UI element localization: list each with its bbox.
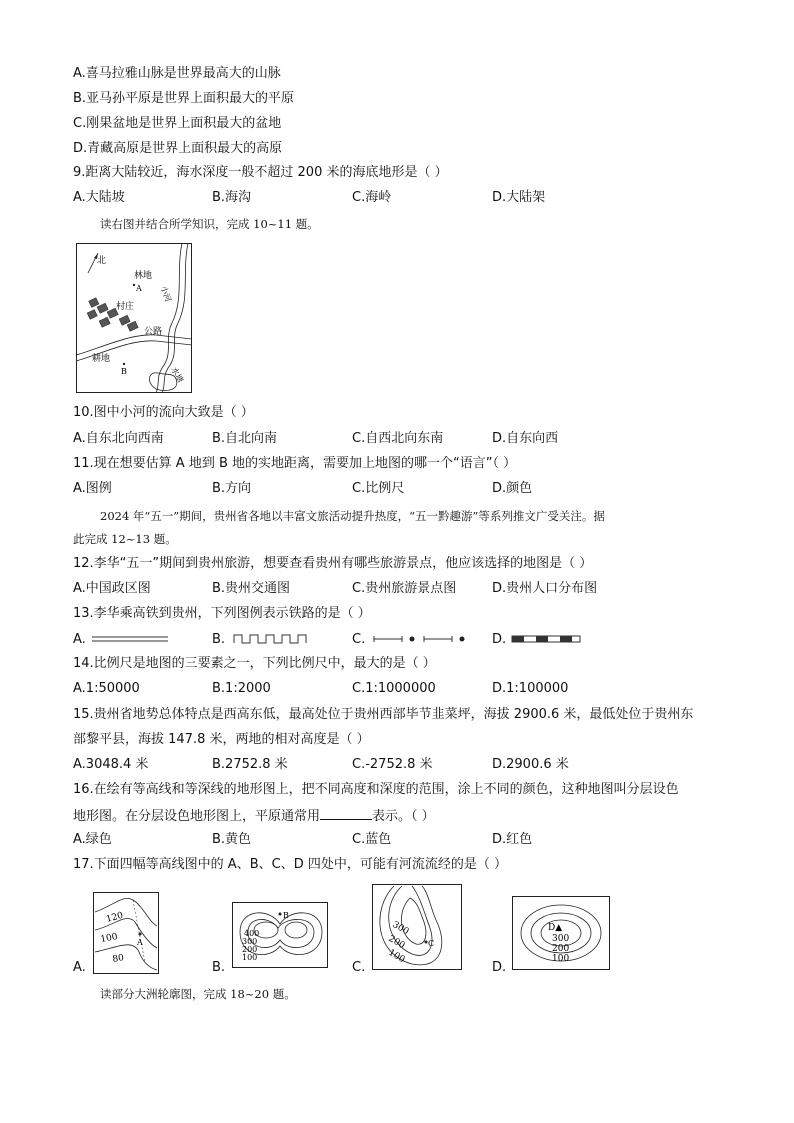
q17-stem: 17.下面四幅等高线图中的 A、B、C、D 四处中，可能有河流流经的是（ ） bbox=[73, 857, 507, 872]
contour-c-200: 200 bbox=[386, 933, 407, 952]
q13-option-b-label: B. bbox=[212, 632, 226, 647]
contour-map-c bbox=[372, 884, 462, 970]
contour-a-100: 100 bbox=[99, 932, 119, 945]
q17-label-c: C. bbox=[352, 960, 366, 975]
q14-option-c: C.1:1000000 bbox=[352, 681, 436, 696]
q11-option-a: A.图例 bbox=[73, 481, 112, 496]
legend-square-wave bbox=[232, 632, 308, 646]
point-a-label: A bbox=[136, 284, 142, 293]
q8-option-a: A.喜马拉雅山脉是世界最高大的山脉 bbox=[73, 66, 281, 81]
q11-option-d: D.颜色 bbox=[492, 481, 533, 496]
contour-c-100: 100 bbox=[386, 947, 407, 966]
contour-b-200: 200 bbox=[242, 945, 258, 954]
contour-b-400: 400 bbox=[244, 929, 260, 938]
contour-d-100: 100 bbox=[552, 954, 570, 964]
farmland-label: 耕地 bbox=[92, 354, 111, 364]
legend-railway bbox=[510, 634, 582, 644]
q16-option-d: D.红色 bbox=[492, 832, 533, 847]
q12-option-d: D.贵州人口分布图 bbox=[492, 581, 598, 596]
village-label: 村庄 bbox=[116, 302, 135, 312]
q17-label-a: A. bbox=[73, 960, 86, 975]
q10-stem: 10.图中小河的流向大致是（ ） bbox=[73, 405, 254, 420]
q9-option-c: C.海岭 bbox=[352, 190, 392, 205]
q10-option-b: B.自北向南 bbox=[212, 431, 278, 446]
q11-stem: 11.现在想要估算 A 地到 B 地的实地距离，需要加上地图的哪一个“语言”（ ） bbox=[73, 456, 517, 471]
contour-d-300: 300 bbox=[552, 934, 570, 944]
q15-option-c: C.-2752.8 米 bbox=[352, 757, 433, 772]
q16-option-c: C.蓝色 bbox=[352, 832, 392, 847]
contour-b-point: B bbox=[283, 911, 289, 920]
q16-line2-after: 表示。（ ） bbox=[372, 809, 435, 824]
village-map bbox=[76, 243, 192, 393]
q17-label-b: B. bbox=[212, 960, 226, 975]
contour-b-100: 100 bbox=[242, 953, 258, 962]
q14-option-b: B.1:2000 bbox=[212, 681, 271, 696]
q15-line2: 部黎平县，海拔 147.8 米，两地的相对高度是（ ） bbox=[73, 732, 370, 747]
q9-option-a: A.大陆坡 bbox=[73, 190, 125, 205]
note-10-11: 读右图并结合所学知识，完成 10~11 题。 bbox=[100, 217, 319, 231]
q13-option-c-label: C. bbox=[352, 632, 366, 647]
q17-label-d: D. bbox=[492, 960, 507, 975]
q8-option-b: B.亚马孙平原是世界上面积最大的平原 bbox=[73, 91, 295, 106]
q10-option-d: D.自东向西 bbox=[492, 431, 559, 446]
contour-map-d bbox=[512, 896, 610, 970]
q10-option-c: C.自西北向东南 bbox=[352, 431, 444, 446]
q9-option-d: D.大陆架 bbox=[492, 190, 546, 205]
note-12-13-line2: 此完成 12~13 题。 bbox=[73, 532, 177, 546]
contour-d-200: 200 bbox=[552, 944, 570, 954]
contour-a-120: 120 bbox=[105, 910, 125, 925]
q12-stem: 12.李华“五一”期间到贵州旅游，想要查看贵州有哪些旅游景点，他应该选择的地图是（ ） bbox=[73, 556, 593, 571]
contour-map-b bbox=[232, 902, 328, 968]
point-b-dot bbox=[123, 363, 125, 365]
road-label: 公路 bbox=[144, 327, 163, 337]
q11-option-c: C.比例尺 bbox=[352, 481, 405, 496]
q16-option-a: A.绿色 bbox=[73, 832, 112, 847]
q15-option-a: A.3048.4 米 bbox=[73, 757, 149, 772]
answer-blank bbox=[320, 807, 372, 820]
q14-option-d: D.1:100000 bbox=[492, 681, 569, 696]
legend-dot-line bbox=[372, 632, 468, 646]
q12-option-c: C.贵州旅游景点图 bbox=[352, 581, 457, 596]
q16-line1: 16.在绘有等高线和等深线的地形图上，把不同高度和深度的范围，涂上不同的颜色，这种地图叫分层设色 bbox=[73, 782, 679, 797]
contour-map-a bbox=[93, 892, 159, 974]
q16-option-b: B.黄色 bbox=[212, 832, 252, 847]
contour-d-peak: D▲ bbox=[548, 923, 563, 933]
q16-line2-before: 地形图。在分层设色地形图上，平原通常用 bbox=[73, 809, 321, 824]
river-label: 小河 bbox=[158, 284, 173, 303]
forest-label: 林地 bbox=[134, 271, 153, 281]
contour-b-300: 300 bbox=[242, 937, 258, 946]
q12-option-a: A.中国政区图 bbox=[73, 581, 151, 596]
q8-option-c: C.刚果盆地是世界上面积最大的盆地 bbox=[73, 116, 282, 131]
q12-option-b: B.贵州交通图 bbox=[212, 581, 291, 596]
contour-a-80: 80 bbox=[111, 953, 125, 965]
contour-c-point: C bbox=[428, 939, 435, 948]
q15-option-b: B.2752.8 米 bbox=[212, 757, 288, 772]
q16-line2 bbox=[73, 807, 435, 825]
q10-option-a: A.自东北向西南 bbox=[73, 431, 164, 446]
q15-line1: 15.贵州省地势总体特点是西高东低，最高处位于贵州西部毕节韭菜坪，海拔 2900.6 米，最低处位于贵州东 bbox=[73, 707, 694, 722]
q13-option-d-label: D. bbox=[492, 632, 507, 647]
north-label: 北 bbox=[97, 256, 107, 266]
q14-option-a: A.1:50000 bbox=[73, 681, 140, 696]
point-a-dot bbox=[133, 284, 135, 286]
q9-stem: 9.距离大陆较近，海水深度一般不超过 200 米的海底地形是（ ） bbox=[73, 165, 448, 180]
q11-option-b: B.方向 bbox=[212, 481, 252, 496]
q14-stem: 14.比例尺是地图的三要素之一，下列比例尺中，最大的是（ ） bbox=[73, 656, 436, 671]
contour-c-300: 300 bbox=[390, 919, 411, 938]
q8-option-d: D.青藏高原是世界上面积最大的高原 bbox=[73, 141, 283, 156]
contour-a-point: A bbox=[137, 938, 143, 947]
q9-option-b: B.海沟 bbox=[212, 190, 252, 205]
note-12-13-line1: 2024 年“五一”期间，贵州省各地以丰富文旅活动提升热度，“五一黔趣游”等系列推文广受关注。据 bbox=[100, 509, 605, 523]
point-b-label: B bbox=[121, 367, 127, 376]
q13-option-a-label: A. bbox=[73, 632, 86, 647]
note-18-20: 读部分大洲轮廓图，完成 18~20 题。 bbox=[100, 987, 296, 1001]
pond-label: 水塘 bbox=[169, 365, 186, 385]
q13-stem: 13.李华乘高铁到贵州，下列图例表示铁路的是（ ） bbox=[73, 606, 371, 621]
legend-double-line bbox=[90, 634, 170, 644]
q15-option-d: D.2900.6 米 bbox=[492, 757, 569, 772]
